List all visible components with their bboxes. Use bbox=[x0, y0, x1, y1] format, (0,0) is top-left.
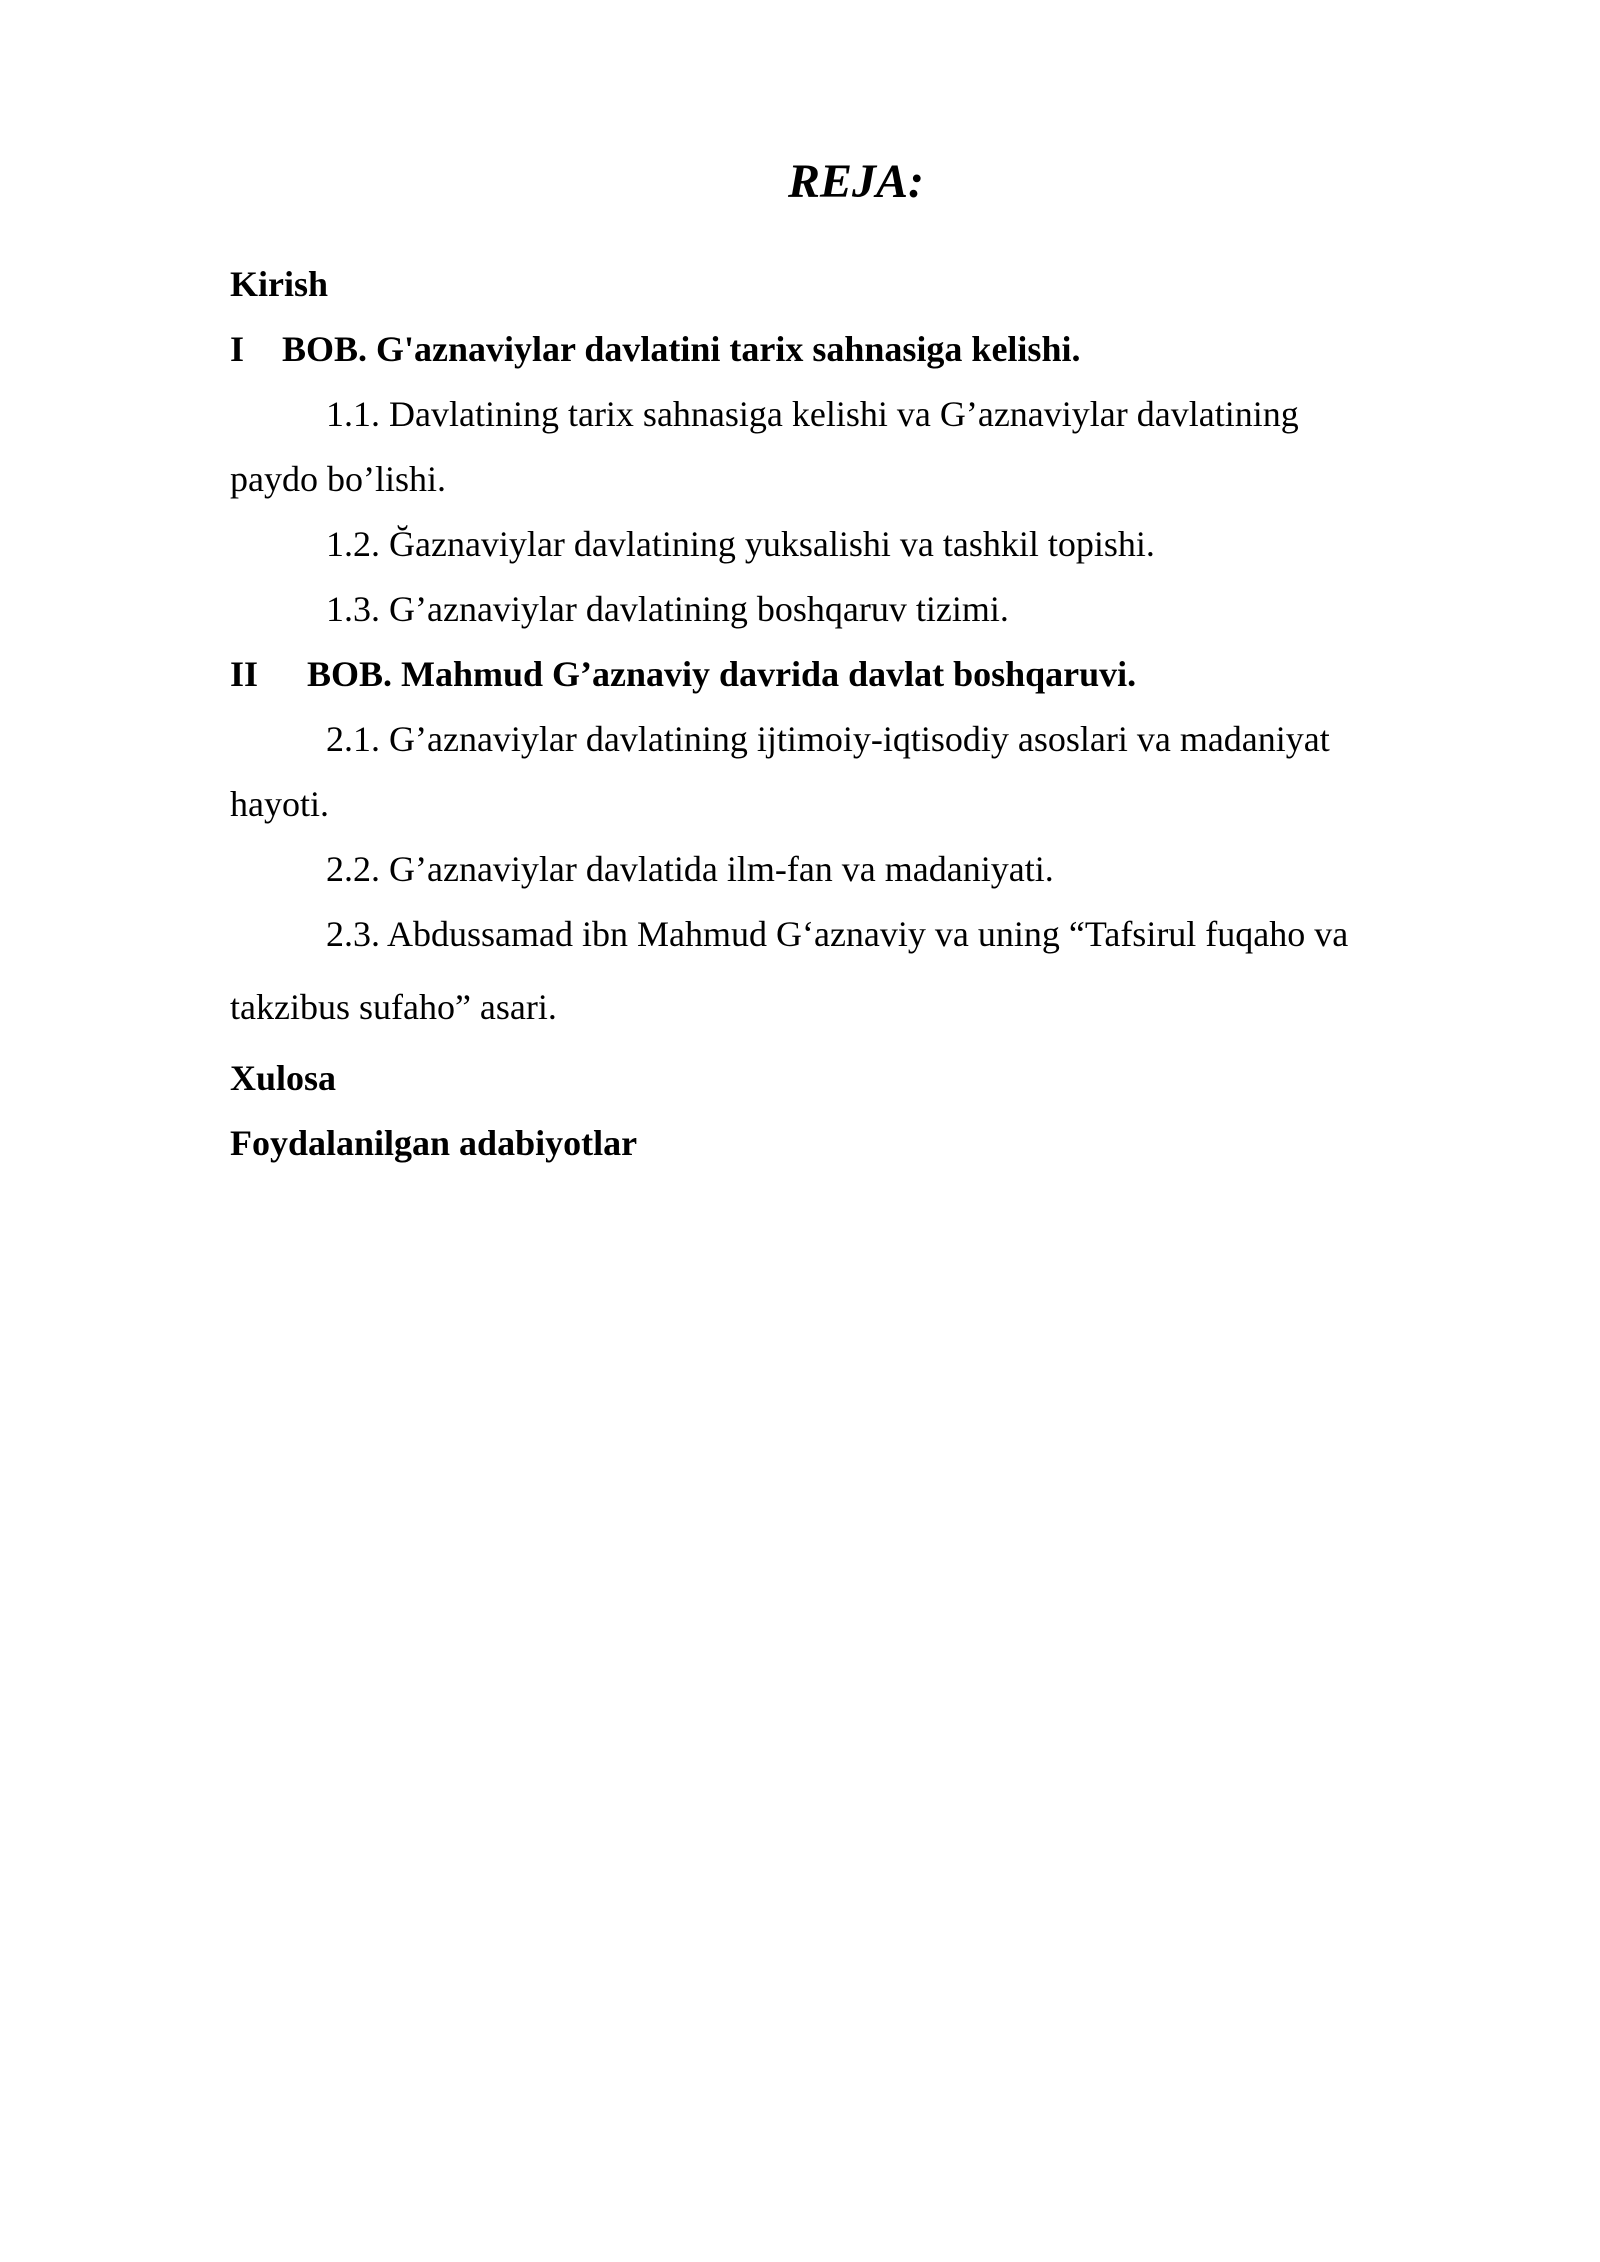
chapter-1-number: I bbox=[230, 329, 245, 369]
toc-section-2-1: 2.1. G’aznaviylar davlatining ijtimoiy-iqtisodiy asoslari va madaniyat bbox=[326, 719, 1330, 759]
toc-section-2-1-continuation: hayoti. bbox=[230, 784, 329, 824]
toc-section-1-1-continuation: paydo bo’lishi. bbox=[230, 459, 446, 499]
toc-section-1-1: 1.1. Davlatining tarix sahnasiga kelishi va G’aznaviylar davlatining bbox=[326, 394, 1299, 434]
toc-section-2-3: 2.3. Abdussamad ibn Mahmud G‘aznaviy va uning “Tafsirul fuqaho va bbox=[326, 914, 1349, 954]
toc-section-2-2: 2.2. G’aznaviylar davlatida ilm-fan va madaniyati. bbox=[326, 849, 1054, 889]
toc-references: Foydalanilgan adabiyotlar bbox=[230, 1123, 638, 1163]
chapter-2-number: II bbox=[230, 654, 259, 694]
toc-intro: Kirish bbox=[230, 264, 329, 304]
toc-chapter-2 bbox=[230, 651, 1440, 697]
toc-section-2-3-continuation: takzibus sufaho” asari. bbox=[230, 987, 557, 1027]
toc-section-1-3: 1.3. G’aznaviylar davlatining boshqaruv tizimi. bbox=[326, 589, 1009, 629]
toc-chapter-1 bbox=[230, 326, 1440, 372]
page-title: REJA: bbox=[787, 155, 925, 208]
toc-section-1-2: 1.2. Ğaznaviylar davlatining yuksalishi va tashkil topishi. bbox=[326, 524, 1155, 564]
chapter-1-heading: BOB. G'aznaviylar davlatini tarix sahnasiga kelishi. bbox=[282, 329, 1081, 369]
chapter-2-heading: BOB. Mahmud G’aznaviy davrida davlat boshqaruvi. bbox=[307, 654, 1137, 694]
toc-conclusion: Xulosa bbox=[230, 1058, 337, 1098]
